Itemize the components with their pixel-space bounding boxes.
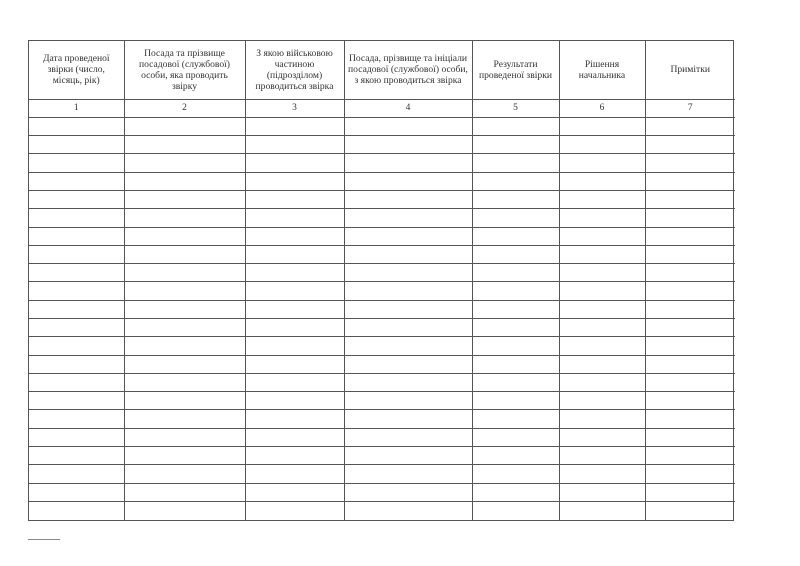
register-entry-cell [344,154,472,172]
register-entry-cell [559,337,645,355]
register-entry-cell [645,117,735,135]
column-header-decision: Рішення начальника [559,41,645,99]
register-entry-cell [29,428,124,446]
register-entry-cell [29,245,124,263]
register-entry-cell [124,117,245,135]
register-entry-cell [472,501,559,520]
register-entry-cell [124,465,245,483]
register-entry-cell [645,392,735,410]
register-entry-cell [29,447,124,465]
register-entry-cell [344,410,472,428]
register-entry-cell [245,209,344,227]
register-entry-cell [559,154,645,172]
register-entry-cell [645,465,735,483]
register-entry-row [29,447,735,465]
register-entry-row [29,264,735,282]
register-entry-cell [559,136,645,154]
register-entry-cell [29,410,124,428]
column-header-results: Результати проведеної звірки [472,41,559,99]
register-entry-cell [472,465,559,483]
register-entry-cell [645,227,735,245]
register-entry-cell [645,373,735,391]
register-entry-cell [245,428,344,446]
register-entry-cell [29,227,124,245]
register-entry-cell [124,355,245,373]
column-header-unit: З якою військовою частиною (підрозділом) проводиться звірка [245,41,344,99]
register-entry-cell [29,190,124,208]
register-entry-cell [472,337,559,355]
register-entry-cell [645,447,735,465]
register-entry-cell [245,117,344,135]
register-entry-cell [344,300,472,318]
register-entry-cell [29,154,124,172]
register-entry-cell [344,282,472,300]
register-entry-cell [472,447,559,465]
register-entry-cell [559,447,645,465]
register-entry-cell [245,300,344,318]
register-entry-cell [645,410,735,428]
register-entry-row [29,245,735,263]
register-entry-cell [245,136,344,154]
register-entry-row [29,300,735,318]
register-entry-row [29,282,735,300]
register-entry-row [29,410,735,428]
register-entry-cell [29,373,124,391]
column-number-row [29,99,735,117]
register-entry-cell [645,355,735,373]
register-entry-cell [472,428,559,446]
register-entry-cell [344,264,472,282]
register-entry-cell [245,172,344,190]
register-entry-row [29,392,735,410]
register-entry-cell [645,318,735,336]
register-entry-cell [344,373,472,391]
register-entry-cell [559,465,645,483]
register-entry-cell [29,355,124,373]
register-entry-cell [245,282,344,300]
register-entry-cell [124,154,245,172]
register-entry-cell [124,318,245,336]
register-entry-row [29,483,735,501]
register-entry-cell [29,483,124,501]
register-entry-cell [559,410,645,428]
register-entry-cell [472,190,559,208]
column-number: 3 [245,99,344,117]
register-entry-cell [472,300,559,318]
register-entry-cell [29,318,124,336]
register-entry-cell [29,465,124,483]
footnote-divider [28,539,60,540]
register-entry-cell [29,136,124,154]
register-entry-cell [124,447,245,465]
register-entry-cell [29,282,124,300]
register-entry-cell [245,355,344,373]
register-entry-row [29,318,735,336]
column-header-notes: Примітки [645,41,735,99]
register-entry-cell [124,209,245,227]
column-header-inspector: Посада та прізвище посадової (службової) особи, яка проводить звірку [124,41,245,99]
register-entry-cell [245,227,344,245]
register-entry-cell [124,190,245,208]
register-entry-row [29,337,735,355]
column-header-counterpart: Посада, прізвище та ініціали посадової (службової) особи, з якою проводиться звірка [344,41,472,99]
column-header-date: Дата проведеної звірки (число, місяць, рік) [29,41,124,99]
register-entry-cell [124,136,245,154]
register-entry-cell [344,501,472,520]
register-entry-cell [344,209,472,227]
register-entry-cell [124,483,245,501]
register-entry-cell [124,428,245,446]
register-entry-row [29,428,735,446]
register-entry-cell [124,337,245,355]
register-entry-cell [245,154,344,172]
register-entry-cell [645,264,735,282]
register-entry-cell [124,410,245,428]
register-entry-cell [472,245,559,263]
register-entry-row [29,190,735,208]
register-entry-cell [559,501,645,520]
register-entry-cell [645,501,735,520]
register-entry-cell [645,172,735,190]
register-entry-cell [645,136,735,154]
register-entry-cell [124,227,245,245]
register-entry-cell [245,465,344,483]
register-entry-cell [645,245,735,263]
register-entry-cell [472,392,559,410]
register-entry-cell [472,227,559,245]
register-entry-cell [645,154,735,172]
register-entry-cell [245,318,344,336]
register-entry-row [29,227,735,245]
register-entry-cell [344,337,472,355]
register-entry-cell [559,392,645,410]
register-entry-cell [29,117,124,135]
register-entry-cell [344,190,472,208]
register-entry-cell [472,117,559,135]
register-entry-cell [645,428,735,446]
register-entry-cell [245,337,344,355]
register-entry-cell [472,373,559,391]
register-entry-cell [472,483,559,501]
register-entry-cell [344,355,472,373]
register-entry-cell [559,245,645,263]
register-entry-cell [645,337,735,355]
register-entry-row [29,501,735,520]
register-entry-cell [472,172,559,190]
register-entry-row [29,172,735,190]
register-entry-cell [559,483,645,501]
register-entry-cell [645,483,735,501]
register-entry-cell [245,245,344,263]
register-entry-cell [472,136,559,154]
register-entry-cell [559,428,645,446]
register-entry-cell [472,264,559,282]
verification-register-table [29,41,735,520]
register-entry-cell [344,428,472,446]
register-entry-row [29,136,735,154]
column-number: 4 [344,99,472,117]
register-entry-cell [124,392,245,410]
column-number: 1 [29,99,124,117]
register-entry-cell [645,209,735,227]
register-entry-cell [559,172,645,190]
register-entry-row [29,209,735,227]
column-number: 7 [645,99,735,117]
register-entry-cell [245,410,344,428]
register-entry-cell [472,282,559,300]
register-entry-cell [559,318,645,336]
header-row [29,41,735,99]
register-entry-cell [124,172,245,190]
register-entry-cell [124,373,245,391]
register-entry-cell [124,501,245,520]
register-entry-cell [344,117,472,135]
register-entry-cell [29,209,124,227]
register-entry-cell [124,264,245,282]
column-number: 5 [472,99,559,117]
register-entry-cell [559,117,645,135]
register-entry-row [29,355,735,373]
register-entry-cell [645,282,735,300]
column-number: 2 [124,99,245,117]
register-entry-cell [29,501,124,520]
register-entry-cell [344,136,472,154]
register-entry-cell [344,483,472,501]
register-entry-cell [29,392,124,410]
register-entry-cell [472,154,559,172]
column-number: 6 [559,99,645,117]
register-entry-cell [29,172,124,190]
register-entry-row [29,465,735,483]
register-entry-cell [245,501,344,520]
register-entry-cell [472,209,559,227]
register-entry-cell [645,300,735,318]
register-entry-cell [344,172,472,190]
register-entry-cell [344,392,472,410]
register-entry-row [29,373,735,391]
register-entry-cell [245,190,344,208]
register-entry-cell [124,300,245,318]
register-entry-cell [559,300,645,318]
register-entry-cell [472,410,559,428]
register-entry-cell [559,264,645,282]
register-entry-cell [245,264,344,282]
register-entry-cell [245,373,344,391]
register-entry-cell [559,282,645,300]
register-entry-cell [245,447,344,465]
register-entry-cell [472,318,559,336]
register-entry-cell [245,483,344,501]
register-entry-cell [344,245,472,263]
register-entry-cell [29,264,124,282]
register-entry-cell [124,282,245,300]
register-entry-cell [559,209,645,227]
register-entry-cell [124,245,245,263]
register-entry-cell [344,447,472,465]
register-entry-cell [29,337,124,355]
register-entry-cell [559,190,645,208]
verification-register-form [28,40,734,521]
register-entry-cell [559,227,645,245]
register-entry-cell [344,227,472,245]
register-entry-cell [559,373,645,391]
register-entry-cell [245,392,344,410]
register-entry-cell [29,300,124,318]
register-entry-cell [472,355,559,373]
register-entry-cell [344,318,472,336]
register-entry-row [29,117,735,135]
register-entry-cell [559,355,645,373]
register-entry-cell [344,465,472,483]
register-entry-row [29,154,735,172]
register-entry-cell [645,190,735,208]
